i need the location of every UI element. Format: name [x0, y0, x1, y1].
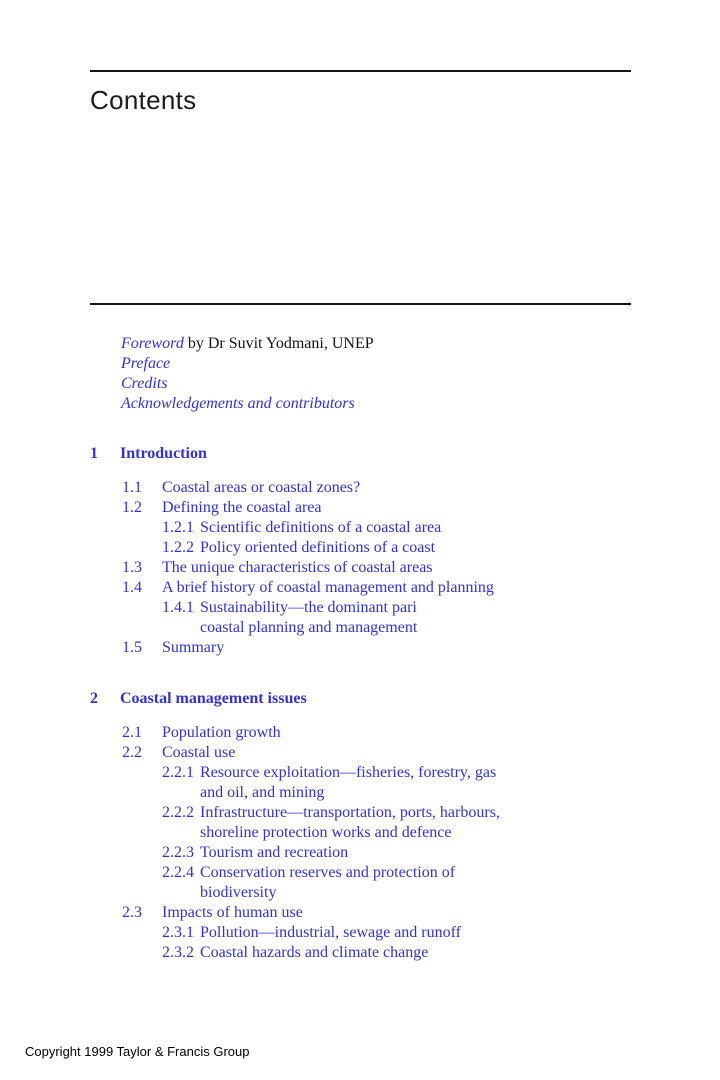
- chapter-heading[interactable]: [90, 444, 638, 464]
- toc-entry[interactable]: [90, 803, 638, 843]
- entry-title-continuation: biodiversity: [200, 884, 277, 901]
- entry-title: Resource exploitation—fisheries, forestry, gas: [200, 764, 497, 781]
- entry-title: Sustainability—the dominant pari: [200, 599, 417, 616]
- entry-title-continuation: shoreline protection works and defence: [200, 824, 452, 841]
- table-of-contents: [90, 444, 638, 963]
- entry-title: Summary: [162, 639, 225, 656]
- entry-number: 2.2.4: [162, 864, 194, 881]
- entry-number: 1.2: [122, 499, 142, 516]
- chapter-heading[interactable]: [90, 689, 638, 709]
- entry-number: 2.3.2: [162, 944, 194, 961]
- entry-title: Coastal use: [162, 744, 236, 761]
- foreword-author: by Dr Suvit Yodmani, UNEP: [183, 335, 374, 352]
- front-matter-item-foreword[interactable]: [121, 334, 374, 354]
- entry-number: 1.2.1: [162, 519, 194, 536]
- entry-number: 2.3: [122, 904, 142, 921]
- entry-number: 1.5: [122, 639, 142, 656]
- entry-number: 1.3: [122, 559, 142, 576]
- toc-entry[interactable]: [90, 478, 638, 498]
- entry-number: 2.2.3: [162, 844, 194, 861]
- front-matter-list: [121, 334, 374, 414]
- toc-entry[interactable]: [90, 538, 638, 558]
- chapter-title: Introduction: [120, 445, 207, 462]
- entry-number: 2.1: [122, 724, 142, 741]
- entry-title: Coastal areas or coastal zones?: [162, 479, 361, 496]
- toc-entry[interactable]: [90, 598, 638, 638]
- entry-title: Policy oriented definitions of a coast: [200, 539, 436, 556]
- chapter-1-entries: [90, 478, 638, 658]
- acknowledgements-link[interactable]: Acknowledgements and contributors: [121, 395, 355, 412]
- toc-entry[interactable]: [90, 903, 638, 923]
- foreword-link[interactable]: Foreword: [121, 335, 184, 352]
- credits-link[interactable]: Credits: [121, 375, 168, 392]
- front-matter-item-credits[interactable]: [121, 374, 374, 394]
- entry-title: A brief history of coastal management and planning: [162, 579, 494, 596]
- entry-title: Coastal hazards and climate change: [200, 944, 429, 961]
- toc-entry[interactable]: [90, 763, 638, 803]
- entry-number: 2.2: [122, 744, 142, 761]
- chapter-1: [90, 444, 638, 658]
- entry-title-continuation: and oil, and mining: [200, 784, 325, 801]
- entry-number: 1.4.1: [162, 599, 194, 616]
- entry-number: 1.1: [122, 479, 142, 496]
- toc-entry[interactable]: [90, 723, 638, 743]
- entry-title: Pollution—industrial, sewage and runoff: [200, 924, 461, 941]
- toc-entry[interactable]: [90, 498, 638, 518]
- entry-title: Conservation reserves and protection of: [200, 864, 456, 881]
- entry-title: Scientific definitions of a coastal area: [200, 519, 442, 536]
- toc-entry[interactable]: [90, 558, 638, 578]
- toc-entry[interactable]: [90, 578, 638, 598]
- entry-title: Defining the coastal area: [162, 499, 322, 516]
- toc-entry[interactable]: [90, 843, 638, 863]
- toc-entry[interactable]: [90, 518, 638, 538]
- toc-entry[interactable]: [90, 863, 638, 903]
- mid-divider: [90, 303, 631, 305]
- entry-number: 1.4: [122, 579, 142, 596]
- top-divider: [90, 70, 631, 72]
- toc-entry[interactable]: [90, 923, 638, 943]
- entry-number: 1.2.2: [162, 539, 194, 556]
- entry-title: Impacts of human use: [162, 904, 303, 921]
- entry-title-continuation: coastal planning and management: [200, 619, 418, 636]
- entry-number: 2.3.1: [162, 924, 194, 941]
- chapter-2-entries: [90, 723, 638, 963]
- entry-number: 2.2.2: [162, 804, 194, 821]
- toc-entry[interactable]: [90, 638, 638, 658]
- entry-number: 2.2.1: [162, 764, 194, 781]
- preface-link[interactable]: Preface: [121, 355, 171, 372]
- chapter-2: [90, 689, 638, 963]
- chapter-number: 1: [90, 445, 98, 462]
- page-title: Contents: [90, 85, 197, 115]
- toc-entry[interactable]: [90, 743, 638, 763]
- entry-title: Population growth: [162, 724, 281, 741]
- front-matter-item-preface[interactable]: [121, 354, 374, 374]
- copyright-notice: Copyright 1999 Taylor & Francis Group: [25, 1044, 250, 1059]
- chapter-title: Coastal management issues: [120, 690, 307, 707]
- entry-title: Tourism and recreation: [200, 844, 349, 861]
- entry-title: Infrastructure—transportation, ports, harbours,: [200, 804, 500, 821]
- entry-title: The unique characteristics of coastal areas: [162, 559, 433, 576]
- front-matter-item-acknowledgements[interactable]: [121, 394, 374, 414]
- chapter-number: 2: [90, 690, 98, 707]
- toc-entry[interactable]: [90, 943, 638, 963]
